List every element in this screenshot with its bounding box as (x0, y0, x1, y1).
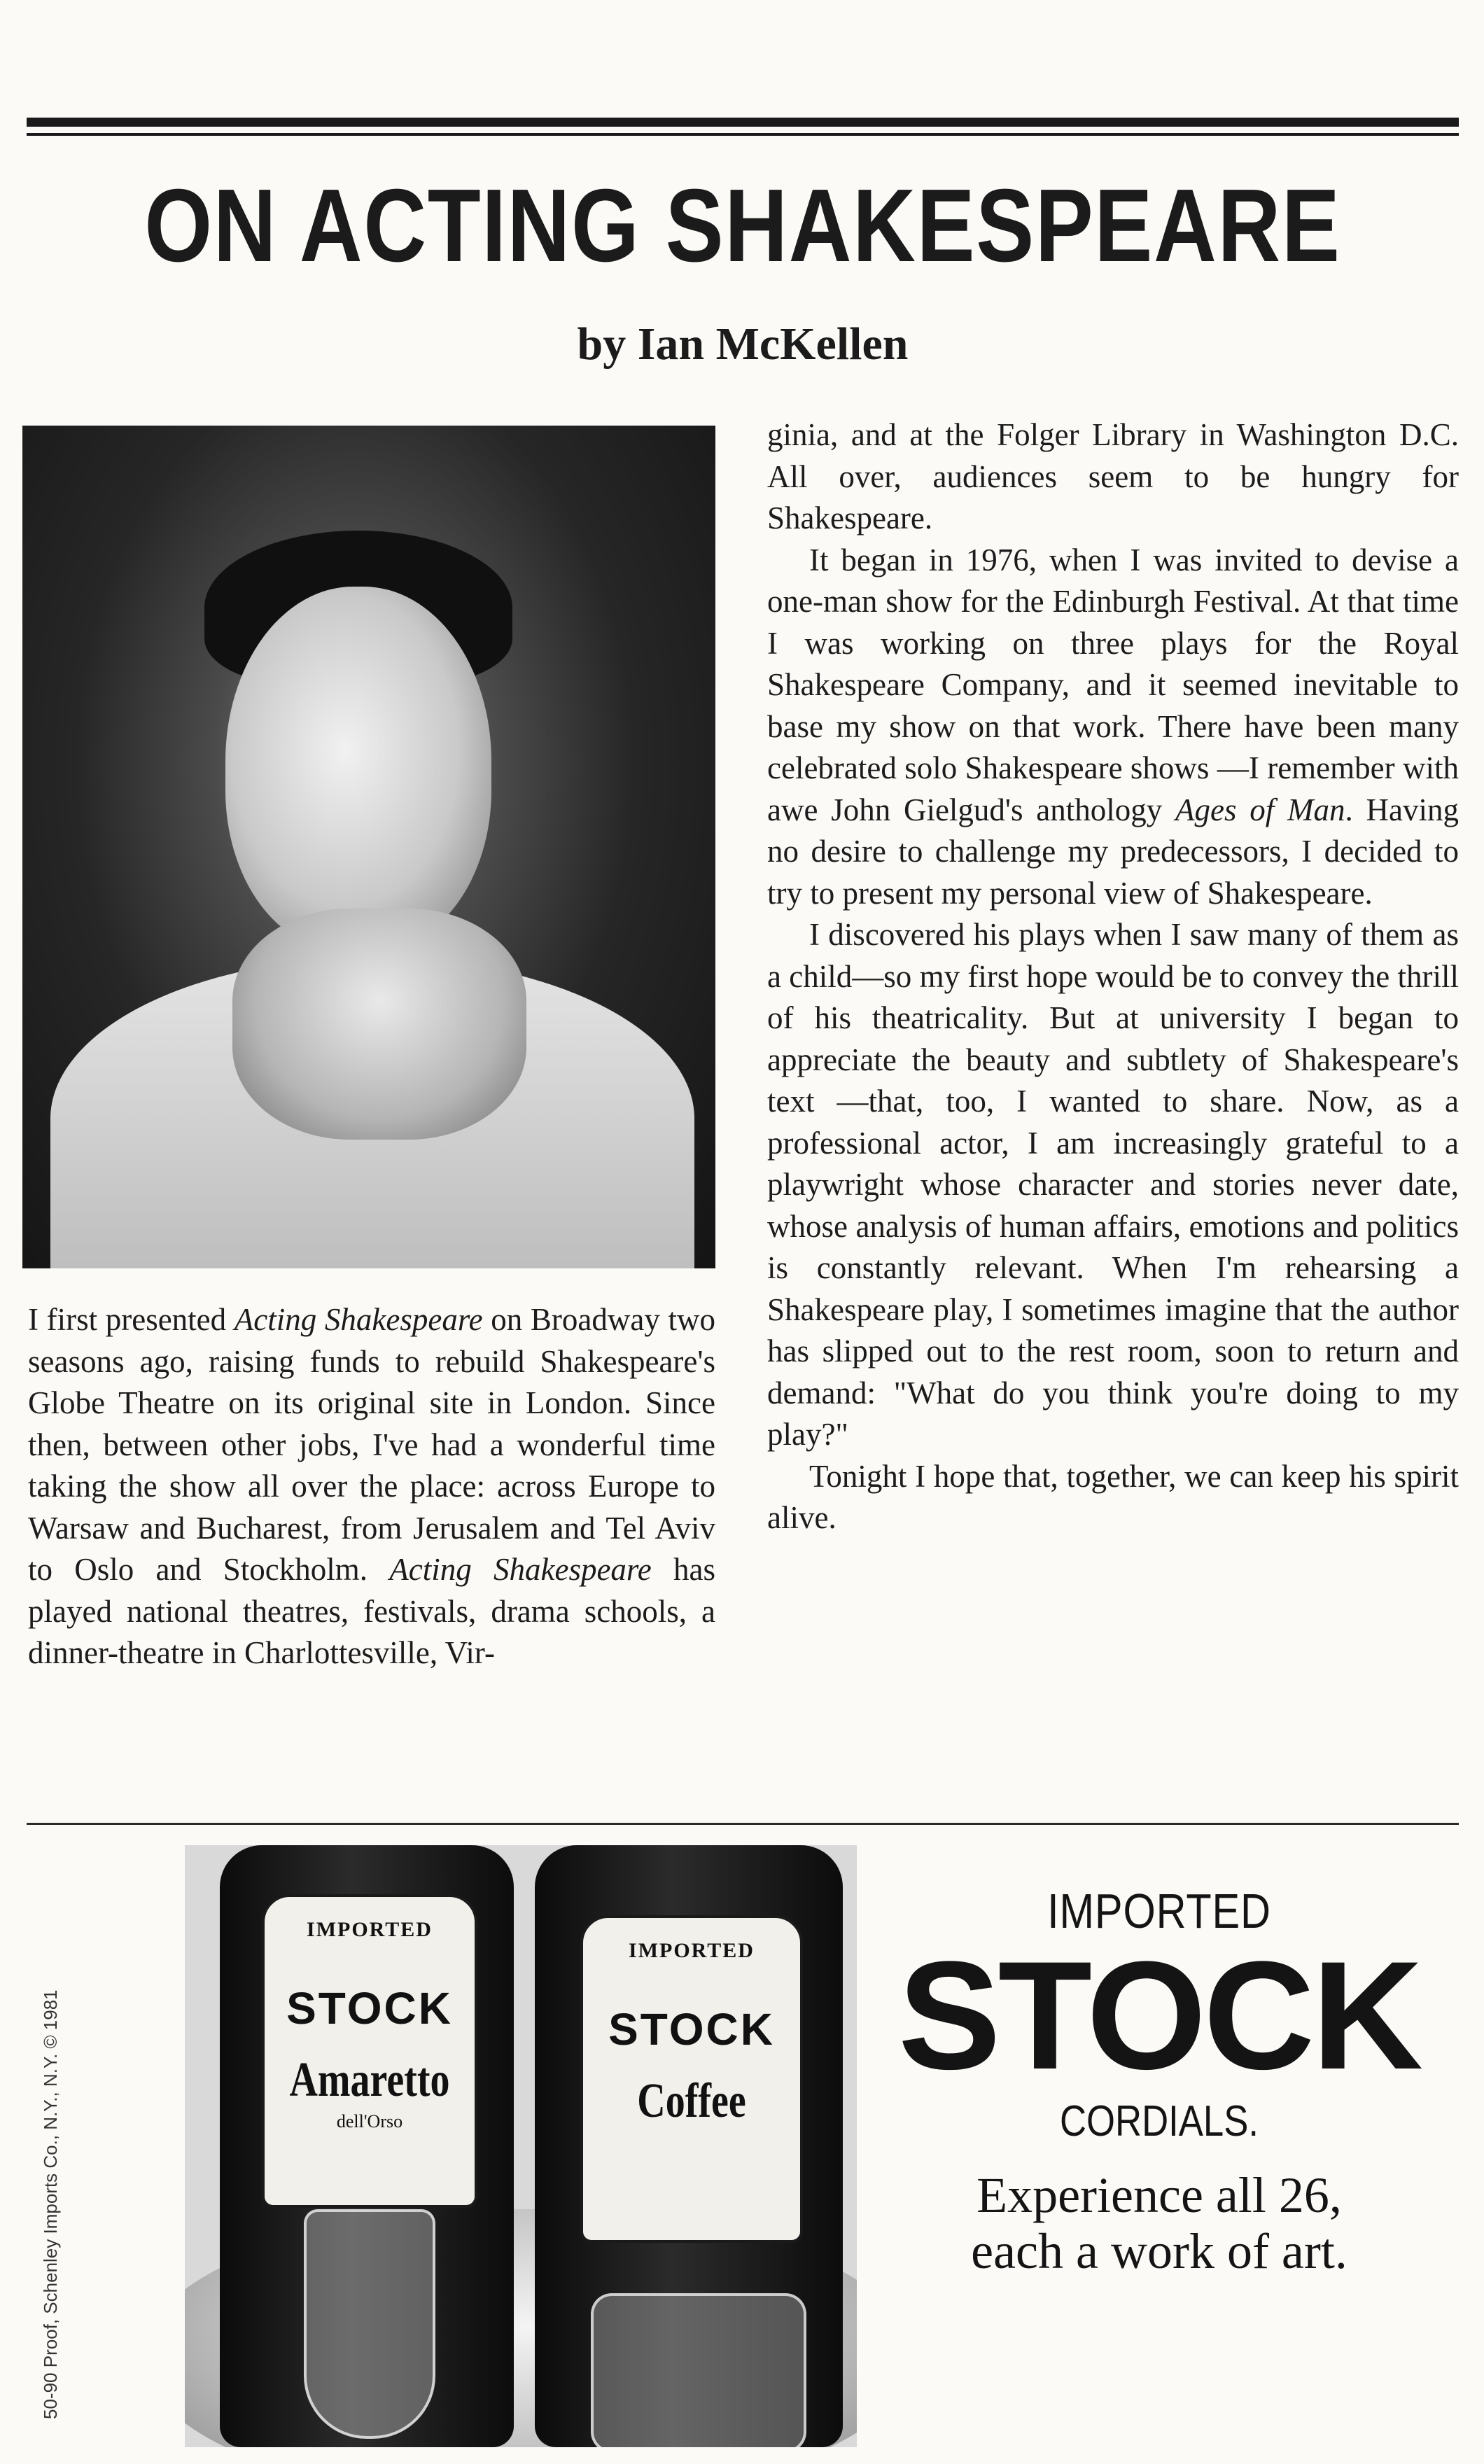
article-title: ON ACTING SHAKESPEARE (144, 168, 1341, 284)
label-subtitle: dell'Orso (336, 2111, 403, 2132)
paragraph: I discovered his plays when I saw many of them as a child—so my first hope would be to convey the thrill of his theatricality. But at university I began to appreciate the beauty and subtlety of Shakespeare's text —that, too, I wanted to share. Now, as a professional actor, I am increasingly grateful to a playwright whose character and stories never date, whose analysis of human affairs, emotions and politics is constantly relevant. When I'm rehearsing a Shakespeare play, I sometimes imagine that the author has slipped out to the rest room, soon to return and demand: "What do you think you're doing to my play?" (767, 917, 1459, 1452)
text-run: on Broadway two seasons ago, raising funds to rebuild Shakespeare's Globe Theatre on its original site in London. Since then, between other jobs, I've had a wonderful time taking the show all over the place: across Europe to Warsaw and Bucharest, from Jerusalem and Tel Aviv to Oslo and Stockholm. (28, 1302, 715, 1587)
ad-tagline-line: each a work of art. (971, 2223, 1348, 2279)
paragraph: ginia, and at the Folger Library in Washington D.C. All over, audiences seem to be hungry for Shakespeare. (767, 417, 1459, 536)
label-imported: IMPORTED (307, 1918, 433, 1941)
advertisement (27, 1845, 1459, 2447)
ad-tagline-line: Experience all 26, (976, 2167, 1342, 2223)
photo-face (225, 587, 491, 951)
text-run: has played national theatres, festivals, drama schools, a dinner-theatre in Charlottesville, Vir- (28, 1552, 715, 1670)
ad-brand-logo: STOCK (897, 1929, 1421, 2101)
article-byline: by Ian McKellen (577, 318, 909, 370)
label-product: Coffee (637, 2074, 746, 2128)
paragraph: Tonight I hope that, together, we can keep his spirit alive. (767, 1458, 1459, 1535)
cordial-glass (304, 2209, 435, 2439)
coffee-label (580, 1915, 803, 2243)
label-brand: STOCK (286, 1983, 453, 2033)
top-rule-thin (27, 133, 1459, 136)
label-product: Amaretto (289, 2053, 450, 2107)
label-brand: STOCK (608, 2004, 775, 2054)
amaretto-label (262, 1894, 477, 2208)
article-column-left (28, 1299, 715, 1674)
label-imported: IMPORTED (629, 1939, 755, 1962)
ad-copy (860, 1845, 1459, 2447)
photo-hands (232, 909, 526, 1140)
show-title: Acting Shakespeare (234, 1302, 483, 1337)
ad-legal-text: 50-90 Proof, Schenley Imports Co., N.Y., N.Y. © 1981 (40, 1989, 61, 2419)
ad-product-photo (185, 1845, 857, 2447)
ad-divider-rule (27, 1823, 1459, 1825)
ad-tagline (860, 2167, 1459, 2279)
paragraph (767, 540, 1459, 915)
paragraph (28, 1299, 715, 1674)
ad-imported-text: IMPORTED (1047, 1884, 1271, 1938)
text-run: It began in 1976, when I was invited to devise a one-man show for the Edinburgh Festival. At that time I was working on three plays for the Royal Shakespeare Company, and it seemed inevitable to base my show on that work. There have been many celebrated solo Shakespeare shows —I remember with awe John Gielgud's anthology (767, 542, 1459, 827)
ad-cordials-text: CORDIALS. (1059, 2097, 1259, 2146)
anthology-title: Ages of Man (1175, 792, 1345, 827)
text-run: . Having no desire to challenge my predecessors, I decided to try to present my personal view of Shakespeare. (767, 792, 1459, 911)
show-title: Acting Shakespeare (389, 1552, 652, 1587)
snifter-glass (591, 2293, 806, 2447)
article-column-right (767, 414, 1459, 1539)
top-rule-thick (27, 118, 1459, 127)
author-portrait-photo (22, 426, 715, 1268)
text-run: I first presented (28, 1302, 234, 1337)
